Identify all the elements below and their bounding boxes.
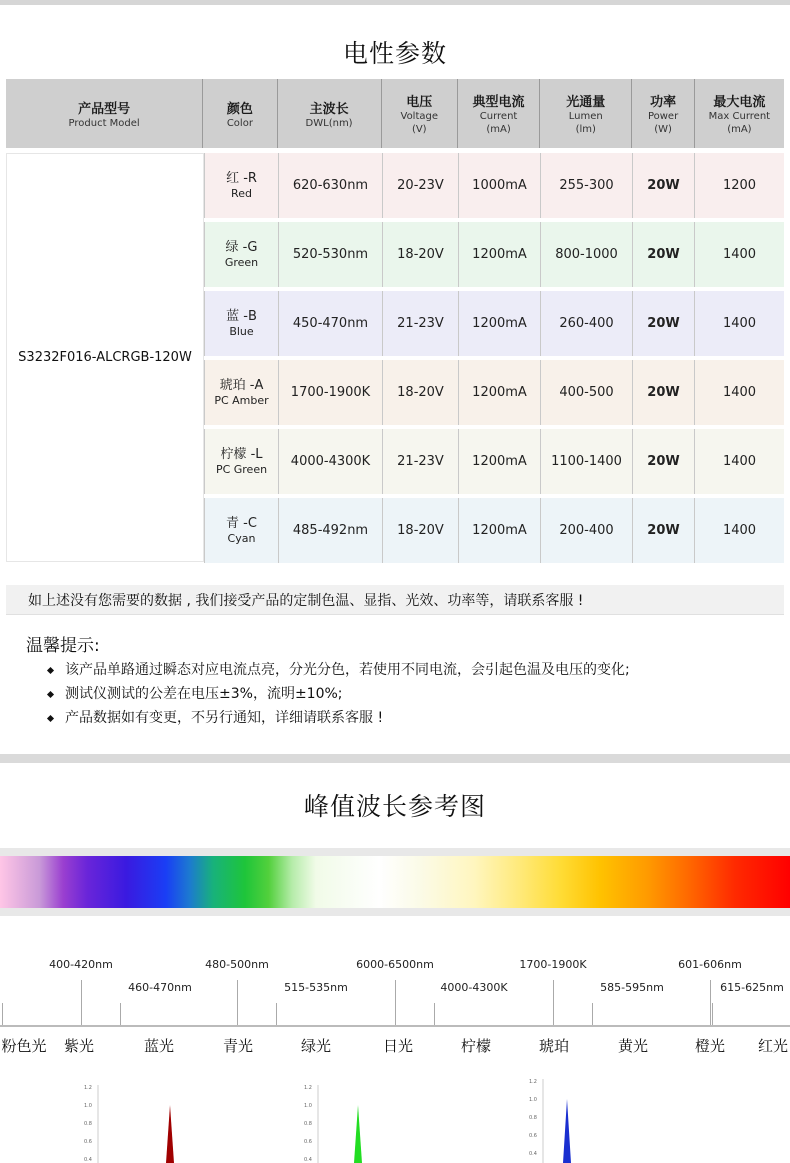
peak-plot-tick-label: 0.6	[529, 1133, 537, 1139]
cell-current: 1200mA	[458, 291, 540, 356]
cell-voltage: 18-20V	[382, 222, 458, 287]
tip-text: 该产品单路通过瞬态对应电流点亮，分光分色，若使用不同电流，会引起色温及电压的变化;	[65, 662, 630, 678]
color-name: 绿 -G	[225, 239, 258, 255]
cell-current: 1200mA	[458, 360, 540, 425]
color-band-label: 橙光	[694, 1037, 726, 1055]
cell-lumen: 260-400	[540, 291, 632, 356]
range-label-top: 6000-6500nm	[356, 958, 434, 971]
header-unit: (V)	[411, 124, 427, 135]
cell-voltage: 21-23V	[382, 429, 458, 494]
cell-power: 20W	[632, 429, 694, 494]
cell-current: 1200mA	[458, 429, 540, 494]
header-sublabel: Color	[226, 117, 253, 129]
header-dwl	[277, 79, 381, 148]
ruler-tick	[712, 1003, 713, 1026]
tip-item	[48, 682, 630, 706]
custom-note: 如上述没有您需要的数据 , 我们接受产品的定制色温、显指、光效、功率等，请联系客服 !	[6, 585, 784, 615]
tip-item	[48, 658, 630, 682]
tips-title: 温馨提示:	[26, 636, 100, 656]
range-label-bottom: 460-470nm	[128, 981, 192, 994]
table-row	[204, 360, 784, 425]
range-label-top: 1700-1900K	[519, 958, 587, 971]
header-sublabel: Current	[479, 111, 518, 122]
table-row	[204, 498, 784, 563]
tips-list	[48, 658, 630, 730]
table-row	[204, 291, 784, 356]
table-row	[204, 429, 784, 494]
cell-max-current: 1400	[694, 360, 784, 425]
color-name: 青 -C	[226, 515, 257, 531]
spectrum-band	[0, 848, 790, 916]
color-band-label: 蓝光	[143, 1037, 175, 1055]
ruler-tick	[81, 980, 82, 1026]
cell-current: 1200mA	[458, 498, 540, 563]
color-band-label: 绿光	[300, 1037, 332, 1055]
cell-color	[204, 291, 278, 356]
color-band-label: 紫光	[63, 1037, 95, 1055]
color-name-en: Cyan	[227, 531, 256, 545]
tip-text: 测试仪测试的公差在电压±3%，流明±10%;	[65, 686, 343, 702]
cell-dwl: 485-492nm	[278, 498, 382, 563]
header-sublabel: DWL(nm)	[305, 117, 353, 129]
table-row	[204, 153, 784, 218]
table-header	[6, 79, 784, 148]
color-band-label: 红光	[757, 1037, 789, 1055]
header-voltage	[381, 79, 457, 148]
cell-dwl: 520-530nm	[278, 222, 382, 287]
peak-plot-tick-label: 0.4	[529, 1151, 537, 1157]
cell-max-current: 1400	[694, 291, 784, 356]
ruler-tick	[710, 980, 711, 1026]
peak-plot-tick-label: 1.0	[529, 1097, 537, 1103]
cell-max-current: 1200	[694, 153, 784, 218]
cell-lumen: 255-300	[540, 153, 632, 218]
range-label-top: 480-500nm	[205, 958, 269, 971]
color-band-label: 日光	[382, 1037, 414, 1055]
cell-power: 20W	[632, 498, 694, 563]
peak-plot-tick-label: 0.8	[84, 1121, 92, 1127]
cell-color	[204, 498, 278, 563]
cell-voltage: 20-23V	[382, 153, 458, 218]
peak-plot-tick-label: 1.2	[529, 1079, 537, 1085]
ruler-axis	[0, 1025, 790, 1027]
header-lumen	[539, 79, 631, 148]
color-name: 柠檬 -L	[220, 446, 263, 462]
ruler-tick	[2, 1003, 3, 1026]
header-sublabel: Voltage	[400, 111, 439, 122]
color-name-en: PC Amber	[214, 393, 269, 407]
range-label-bottom: 4000-4300K	[440, 981, 508, 994]
header-label: 主波长	[309, 101, 349, 117]
cell-max-current: 1400	[694, 222, 784, 287]
cell-power: 20W	[632, 222, 694, 287]
cell-current: 1000mA	[458, 153, 540, 218]
header-label: 颜色	[226, 101, 253, 117]
range-label-top: 601-606nm	[678, 958, 742, 971]
cell-max-current: 1400	[694, 429, 784, 494]
peak-curve	[166, 1105, 174, 1163]
ruler-tick	[434, 1003, 435, 1026]
cell-voltage: 18-20V	[382, 360, 458, 425]
header-unit: (mA)	[727, 124, 752, 135]
cell-color	[204, 360, 278, 425]
table-body	[204, 153, 784, 567]
color-name-en: Red	[231, 186, 252, 200]
cell-power: 20W	[632, 291, 694, 356]
peak-curve	[563, 1099, 571, 1163]
cell-lumen: 1100-1400	[540, 429, 632, 494]
cell-current: 1200mA	[458, 222, 540, 287]
header-label: 电压	[406, 95, 433, 110]
peak-plot-tick-label: 0.8	[529, 1115, 537, 1121]
header-sublabel: Product Model	[68, 117, 140, 129]
peak-plot	[525, 1077, 665, 1163]
color-band-label: 青光	[222, 1037, 254, 1055]
peak-plot	[80, 1083, 220, 1163]
range-label-bottom: 615-625nm	[720, 981, 784, 994]
color-name-en: PC Green	[215, 462, 268, 476]
ruler-tick	[592, 1003, 593, 1026]
cell-lumen: 200-400	[540, 498, 632, 563]
header-label: 功率	[650, 95, 677, 110]
color-name: 红 -R	[226, 170, 257, 186]
color-band-label: 黄光	[617, 1037, 649, 1055]
header-label: 产品型号	[78, 101, 131, 117]
peak-plot-tick-label: 0.6	[304, 1139, 312, 1145]
cell-power: 20W	[632, 360, 694, 425]
spectrum-title: 峰值波长参考图	[303, 792, 486, 821]
params-title: 电性参数	[342, 39, 447, 68]
peak-plot-tick-label: 1.0	[304, 1103, 312, 1109]
header-label: 光通量	[566, 95, 606, 110]
header-label: 典型电流	[472, 95, 525, 110]
peak-plot-tick-label: 0.4	[84, 1157, 92, 1163]
ruler-tick	[395, 980, 396, 1026]
cell-lumen: 800-1000	[540, 222, 632, 287]
color-name-en: Green	[224, 255, 259, 269]
cell-voltage: 21-23V	[382, 291, 458, 356]
header-sublabel: Max Current	[708, 111, 771, 122]
color-band-label: 柠檬	[460, 1037, 492, 1055]
color-name-en: Blue	[229, 324, 254, 338]
range-label-bottom: 515-535nm	[284, 981, 348, 994]
header-color	[202, 79, 276, 148]
bullet-icon	[47, 714, 54, 721]
ruler-tick	[120, 1003, 121, 1026]
cell-power: 20W	[632, 153, 694, 218]
header-label: 最大电流	[713, 95, 766, 110]
range-label-top: 400-420nm	[49, 958, 113, 971]
cell-color	[204, 222, 278, 287]
cell-dwl: 1700-1900K	[278, 360, 382, 425]
color-band-label: 粉色光	[1, 1037, 47, 1055]
peak-plot	[300, 1083, 440, 1163]
header-power	[631, 79, 693, 148]
product-model-cell: S3232F016-ALCRGB-120W	[6, 153, 204, 562]
header-unit: (lm)	[575, 124, 596, 135]
cell-color	[204, 429, 278, 494]
ruler-tick	[276, 1003, 277, 1026]
color-name: 蓝 -B	[226, 308, 257, 324]
cell-dwl: 450-470nm	[278, 291, 382, 356]
section-divider	[0, 754, 790, 763]
header-current	[457, 79, 539, 148]
bullet-icon	[47, 690, 54, 697]
header-model	[6, 79, 202, 148]
peak-plot-tick-label: 1.0	[84, 1103, 92, 1109]
peak-plot-tick-label: 1.2	[84, 1085, 92, 1091]
tip-item	[48, 706, 630, 730]
header-sublabel: Power	[647, 111, 679, 122]
header-unit: (W)	[654, 124, 672, 135]
table-row	[204, 222, 784, 287]
cell-voltage: 18-20V	[382, 498, 458, 563]
color-name: 琥珀 -A	[219, 377, 264, 393]
peak-curve	[354, 1105, 362, 1163]
cell-color	[204, 153, 278, 218]
header-sublabel: Lumen	[568, 111, 603, 122]
ruler-tick	[237, 980, 238, 1026]
peak-plot-tick-label: 0.6	[84, 1139, 92, 1145]
spectrum-gradient	[0, 856, 790, 908]
range-label-bottom: 585-595nm	[600, 981, 664, 994]
cell-dwl: 620-630nm	[278, 153, 382, 218]
peak-plot-tick-label: 1.2	[304, 1085, 312, 1091]
bullet-icon	[47, 666, 54, 673]
tip-text: 产品数据如有变更，不另行通知，详细请联系客服 !	[65, 710, 384, 726]
cell-max-current: 1400	[694, 498, 784, 563]
header-unit: (mA)	[486, 124, 511, 135]
cell-dwl: 4000-4300K	[278, 429, 382, 494]
peak-plot-tick-label: 0.4	[304, 1157, 312, 1163]
ruler-tick	[553, 980, 554, 1026]
peak-plot-tick-label: 0.8	[304, 1121, 312, 1127]
color-band-label: 琥珀	[538, 1037, 570, 1055]
header-max-current	[694, 79, 784, 148]
cell-lumen: 400-500	[540, 360, 632, 425]
top-divider	[0, 0, 790, 5]
